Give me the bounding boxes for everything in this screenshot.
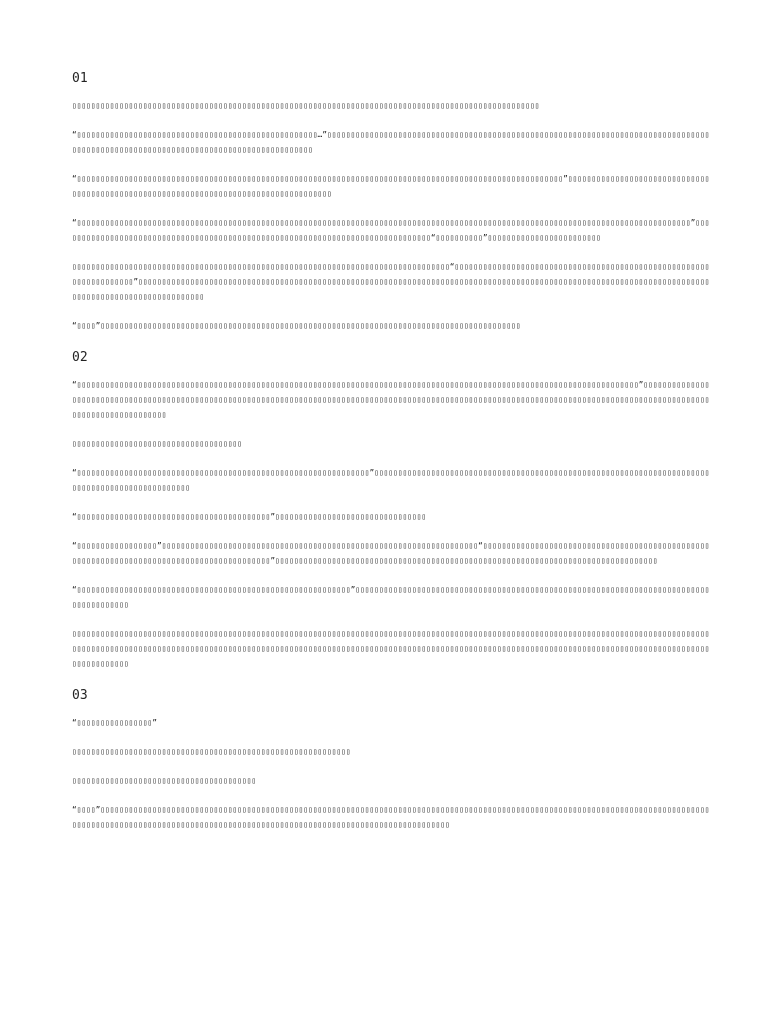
paragraph: “▯▯▯▯▯▯▯▯▯▯▯▯▯▯▯▯▯▯▯▯▯▯▯▯▯▯▯▯▯▯▯▯▯▯▯▯▯▯▯▯▯▯▯▯▯▯▯▯▯▯▯…”▯▯▯▯▯▯▯▯▯▯▯▯▯▯▯▯▯▯▯▯▯▯▯▯▯▯▯▯▯▯▯▯▯▯▯▯▯▯▯▯▯▯▯▯▯▯▯▯▯▯▯▯▯▯▯▯▯▯▯▯▯▯▯▯▯▯▯▯▯▯▯▯▯▯▯▯▯▯▯▯▯▯▯▯▯▯▯▯▯▯▯▯▯▯▯▯▯▯▯▯▯▯▯▯▯▯▯▯▯▯▯▯▯▯▯▯▯▯▯▯▯▯▯▯▯▯▯▯▯▯▯▯	[72, 130, 710, 154]
section-number: 02	[72, 350, 88, 365]
paragraph: “▯▯▯▯▯▯▯▯▯▯▯▯▯▯▯▯▯▯▯▯▯▯▯▯▯▯▯▯▯▯▯▯▯▯▯▯▯▯▯▯▯▯▯▯▯▯▯▯▯▯▯▯▯▯▯▯▯▯▯▯▯▯▯▯▯▯▯▯▯▯▯▯▯▯▯▯▯▯▯▯▯▯▯▯▯▯▯▯▯▯▯▯▯▯▯▯▯▯▯▯▯▯▯▯▯▯▯▯▯▯▯▯▯▯▯▯▯▯▯”▯▯▯▯▯▯▯▯▯▯▯▯▯▯▯▯▯▯▯▯▯▯▯▯▯▯▯▯▯▯▯▯▯▯▯▯▯▯▯▯▯▯▯▯▯▯▯▯▯▯▯▯▯▯▯▯▯▯▯▯▯▯▯▯▯▯▯▯▯▯▯▯▯▯▯▯▯▯▯▯▯▯▯▯▯▯▯▯▯▯▯▯▯▯▯▯▯▯▯▯▯▯▯▯▯▯▯▯▯▯▯▯▯▯▯▯▯▯▯▯▯▯▯▯▯▯▯▯▯▯▯▯▯▯▯▯▯▯▯▯▯▯▯▯▯▯▯▯▯▯▯▯▯▯▯▯▯▯▯▯▯▯▯▯▯▯▯▯▯	[72, 380, 710, 419]
paragraph: ▯▯▯▯▯▯▯▯▯▯▯▯▯▯▯▯▯▯▯▯▯▯▯▯▯▯▯▯▯▯▯▯▯▯▯▯▯▯▯▯▯▯▯▯▯▯▯▯▯▯▯▯▯▯▯▯▯▯▯	[72, 747, 351, 756]
paragraph: “▯▯▯▯▯▯▯▯▯▯▯▯▯▯▯▯▯”▯▯▯▯▯▯▯▯▯▯▯▯▯▯▯▯▯▯▯▯▯▯▯▯▯▯▯▯▯▯▯▯▯▯▯▯▯▯▯▯▯▯▯▯▯▯▯▯▯▯▯▯▯▯▯▯▯▯▯▯▯▯▯▯▯▯▯“▯▯▯▯▯▯▯▯▯▯▯▯▯▯▯▯▯▯▯▯▯▯▯▯▯▯▯▯▯▯▯▯▯▯▯▯▯▯▯▯▯▯▯▯▯▯▯▯▯▯▯▯▯▯▯▯▯▯▯▯▯▯▯▯▯▯▯▯▯▯▯▯▯▯▯▯▯▯▯▯▯▯▯▯▯▯▯▯▯▯”▯▯▯▯▯▯▯▯▯▯▯▯▯▯▯▯▯▯▯▯▯▯▯▯▯▯▯▯▯▯▯▯▯▯▯▯▯▯▯▯▯▯▯▯▯▯▯▯▯▯▯▯▯▯▯▯▯▯▯▯▯▯▯▯▯▯▯▯▯▯▯▯▯▯▯▯▯▯▯▯▯	[72, 541, 710, 565]
section-number: 03	[72, 688, 88, 703]
paragraph: “▯▯▯▯▯▯▯▯▯▯▯▯▯▯▯▯▯▯▯▯▯▯▯▯▯▯▯▯▯▯▯▯▯▯▯▯▯▯▯▯▯”▯▯▯▯▯▯▯▯▯▯▯▯▯▯▯▯▯▯▯▯▯▯▯▯▯▯▯▯▯▯▯▯	[72, 512, 427, 521]
paragraph: ▯▯▯▯▯▯▯▯▯▯▯▯▯▯▯▯▯▯▯▯▯▯▯▯▯▯▯▯▯▯▯▯▯▯▯▯▯▯▯▯▯▯▯▯▯▯▯▯▯▯▯▯▯▯▯▯▯▯▯▯▯▯▯▯▯▯▯▯▯▯▯▯▯▯▯▯▯▯▯▯▯▯▯▯▯▯▯▯▯▯▯▯▯▯▯▯▯▯▯▯▯▯▯▯▯▯▯▯▯▯▯▯▯▯▯▯▯▯▯▯▯▯▯▯▯▯▯▯▯▯▯▯▯▯▯▯▯▯▯▯▯▯▯▯▯▯▯▯▯▯▯▯▯▯▯▯▯▯▯▯▯▯▯▯▯▯▯▯▯▯▯▯▯▯▯▯▯▯▯▯▯▯▯▯▯▯▯▯▯▯▯▯▯▯▯▯▯▯▯▯▯▯▯▯▯▯▯▯▯▯▯▯▯▯▯▯▯▯▯▯▯▯▯▯▯▯▯▯▯▯▯▯▯▯▯▯▯▯▯▯▯▯▯▯▯▯▯▯▯▯▯▯▯▯▯▯▯▯▯▯▯▯▯▯▯▯▯▯▯▯▯▯▯▯▯▯▯▯▯▯▯▯	[72, 629, 710, 668]
paragraph: “▯▯▯▯▯▯▯▯▯▯▯▯▯▯▯▯”	[72, 718, 158, 727]
section-number: 01	[72, 71, 88, 86]
paragraph: ▯▯▯▯▯▯▯▯▯▯▯▯▯▯▯▯▯▯▯▯▯▯▯▯▯▯▯▯▯▯▯▯▯▯▯▯	[72, 439, 243, 448]
paragraph: ▯▯▯▯▯▯▯▯▯▯▯▯▯▯▯▯▯▯▯▯▯▯▯▯▯▯▯▯▯▯▯▯▯▯▯▯▯▯▯	[72, 776, 257, 785]
paragraph: “▯▯▯▯▯▯▯▯▯▯▯▯▯▯▯▯▯▯▯▯▯▯▯▯▯▯▯▯▯▯▯▯▯▯▯▯▯▯▯▯▯▯▯▯▯▯▯▯▯▯▯▯▯▯▯▯▯▯”▯▯▯▯▯▯▯▯▯▯▯▯▯▯▯▯▯▯▯▯▯▯▯▯▯▯▯▯▯▯▯▯▯▯▯▯▯▯▯▯▯▯▯▯▯▯▯▯▯▯▯▯▯▯▯▯▯▯▯▯▯▯▯▯▯▯▯▯▯▯▯▯▯▯▯▯▯▯▯▯▯▯▯▯▯▯▯	[72, 585, 710, 609]
section-03	[72, 685, 712, 832]
section-02	[72, 347, 712, 671]
paragraph: “▯▯▯▯▯▯▯▯▯▯▯▯▯▯▯▯▯▯▯▯▯▯▯▯▯▯▯▯▯▯▯▯▯▯▯▯▯▯▯▯▯▯▯▯▯▯▯▯▯▯▯▯▯▯▯▯▯▯▯▯▯▯”▯▯▯▯▯▯▯▯▯▯▯▯▯▯▯▯▯▯▯▯▯▯▯▯▯▯▯▯▯▯▯▯▯▯▯▯▯▯▯▯▯▯▯▯▯▯▯▯▯▯▯▯▯▯▯▯▯▯▯▯▯▯▯▯▯▯▯▯▯▯▯▯▯▯▯▯▯▯▯▯▯▯▯▯▯▯▯▯▯▯▯▯▯▯▯▯	[72, 468, 710, 492]
document-body	[72, 68, 712, 846]
paragraph: ▯▯▯▯▯▯▯▯▯▯▯▯▯▯▯▯▯▯▯▯▯▯▯▯▯▯▯▯▯▯▯▯▯▯▯▯▯▯▯▯▯▯▯▯▯▯▯▯▯▯▯▯▯▯▯▯▯▯▯▯▯▯▯▯▯▯▯▯▯▯▯▯▯▯▯▯▯▯▯▯“▯▯▯▯▯▯▯▯▯▯▯▯▯▯▯▯▯▯▯▯▯▯▯▯▯▯▯▯▯▯▯▯▯▯▯▯▯▯▯▯▯▯▯▯▯▯▯▯▯▯▯▯▯▯▯▯▯▯▯▯▯▯▯▯▯▯▯”▯▯▯▯▯▯▯▯▯▯▯▯▯▯▯▯▯▯▯▯▯▯▯▯▯▯▯▯▯▯▯▯▯▯▯▯▯▯▯▯▯▯▯▯▯▯▯▯▯▯▯▯▯▯▯▯▯▯▯▯▯▯▯▯▯▯▯▯▯▯▯▯▯▯▯▯▯▯▯▯▯▯▯▯▯▯▯▯▯▯▯▯▯▯▯▯▯▯▯▯▯▯▯▯▯▯▯▯▯▯▯▯▯▯▯▯▯▯▯▯▯▯▯▯▯▯▯▯▯▯▯▯▯▯▯▯▯▯▯▯▯▯▯▯▯▯▯▯▯	[72, 262, 710, 301]
section-01	[72, 68, 712, 333]
paragraph: ▯▯▯▯▯▯▯▯▯▯▯▯▯▯▯▯▯▯▯▯▯▯▯▯▯▯▯▯▯▯▯▯▯▯▯▯▯▯▯▯▯▯▯▯▯▯▯▯▯▯▯▯▯▯▯▯▯▯▯▯▯▯▯▯▯▯▯▯▯▯▯▯▯▯▯▯▯▯▯▯▯▯▯▯▯▯▯▯▯▯▯▯▯▯▯▯▯▯▯	[72, 101, 540, 110]
paragraph: “▯▯▯▯”▯▯▯▯▯▯▯▯▯▯▯▯▯▯▯▯▯▯▯▯▯▯▯▯▯▯▯▯▯▯▯▯▯▯▯▯▯▯▯▯▯▯▯▯▯▯▯▯▯▯▯▯▯▯▯▯▯▯▯▯▯▯▯▯▯▯▯▯▯▯▯▯▯▯▯▯▯▯▯▯▯▯▯▯▯▯▯▯▯▯▯▯▯▯▯▯▯▯▯▯▯▯▯▯▯▯▯▯▯▯▯▯▯▯▯▯▯▯▯▯▯▯▯▯▯▯▯▯▯▯▯▯▯▯▯▯▯▯▯▯▯▯▯▯▯▯▯▯▯▯▯▯▯▯▯▯▯▯▯▯▯▯▯▯▯▯▯▯▯▯▯▯▯▯▯▯▯▯▯▯▯▯▯▯▯▯▯▯▯▯▯▯▯▯▯▯▯▯▯▯▯▯▯▯▯▯▯▯▯	[72, 805, 710, 829]
paragraph: “▯▯▯▯”▯▯▯▯▯▯▯▯▯▯▯▯▯▯▯▯▯▯▯▯▯▯▯▯▯▯▯▯▯▯▯▯▯▯▯▯▯▯▯▯▯▯▯▯▯▯▯▯▯▯▯▯▯▯▯▯▯▯▯▯▯▯▯▯▯▯▯▯▯▯▯▯▯▯▯▯▯▯▯▯▯▯▯▯▯▯▯▯▯	[72, 321, 521, 330]
paragraph: “▯▯▯▯▯▯▯▯▯▯▯▯▯▯▯▯▯▯▯▯▯▯▯▯▯▯▯▯▯▯▯▯▯▯▯▯▯▯▯▯▯▯▯▯▯▯▯▯▯▯▯▯▯▯▯▯▯▯▯▯▯▯▯▯▯▯▯▯▯▯▯▯▯▯▯▯▯▯▯▯▯▯▯▯▯▯▯▯▯▯▯▯▯▯▯▯▯▯▯▯▯▯▯▯▯▯▯▯▯▯▯▯▯▯▯▯▯▯▯▯▯▯▯▯▯▯▯▯▯▯”▯▯▯▯▯▯▯▯▯▯▯▯▯▯▯▯▯▯▯▯▯▯▯▯▯▯▯▯▯▯▯▯▯▯▯▯▯▯▯▯▯▯▯▯▯▯▯▯▯▯▯▯▯▯▯▯▯▯▯▯▯▯▯▯▯▯▯▯▯▯▯▯▯▯▯▯▯▯▯“▯▯▯▯▯▯▯▯▯▯”▯▯▯▯▯▯▯▯▯▯▯▯▯▯▯▯▯▯▯▯▯▯▯▯	[72, 218, 710, 242]
paragraph: “▯▯▯▯▯▯▯▯▯▯▯▯▯▯▯▯▯▯▯▯▯▯▯▯▯▯▯▯▯▯▯▯▯▯▯▯▯▯▯▯▯▯▯▯▯▯▯▯▯▯▯▯▯▯▯▯▯▯▯▯▯▯▯▯▯▯▯▯▯▯▯▯▯▯▯▯▯▯▯▯▯▯▯▯▯▯▯▯▯▯▯▯▯▯▯▯▯▯▯▯▯▯▯”▯▯▯▯▯▯▯▯▯▯▯▯▯▯▯▯▯▯▯▯▯▯▯▯▯▯▯▯▯▯▯▯▯▯▯▯▯▯▯▯▯▯▯▯▯▯▯▯▯▯▯▯▯▯▯▯▯▯▯▯▯▯▯▯▯▯▯▯▯▯▯▯▯▯▯▯▯▯▯▯▯▯▯▯▯	[72, 174, 710, 198]
